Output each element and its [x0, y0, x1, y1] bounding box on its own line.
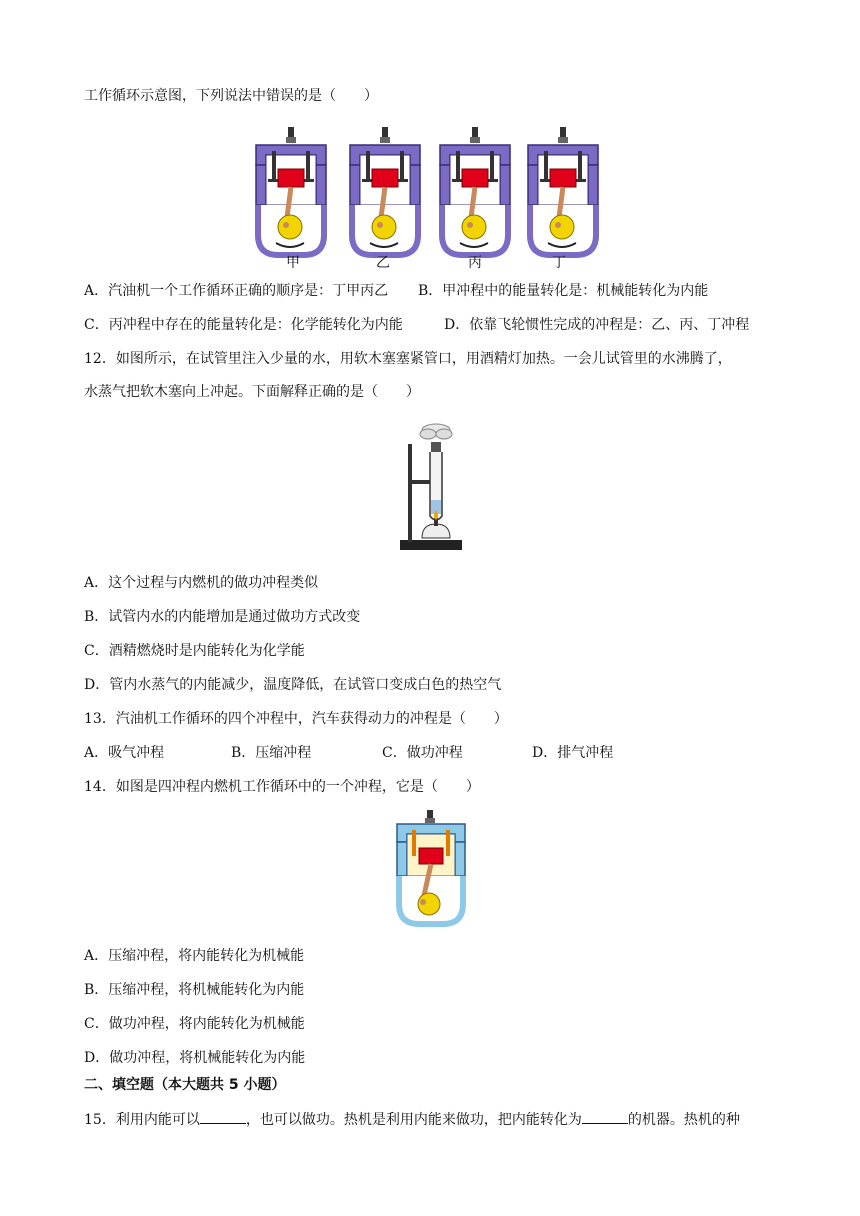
- q13-option-c: C．做功冲程: [382, 745, 463, 761]
- q12-stem-line2: 水蒸气把软木塞向上冲起。下面解释正确的是（ ）: [84, 384, 420, 400]
- test-tube-heating-figure: [398, 420, 464, 554]
- q15-stem: [84, 1109, 740, 1130]
- q12-option-a: A．这个过程与内燃机的做功冲程类似: [84, 575, 319, 591]
- q12-option-c: C．酒精燃烧时是内能转化为化学能: [84, 643, 305, 659]
- q11-option-a: A．汽油机一个工作循环正确的顺序是：丁甲丙乙: [84, 283, 389, 299]
- q11-stem: 工作循环示意图，下列说法中错误的是（ ）: [84, 88, 378, 104]
- q15-blank-2: [582, 1109, 628, 1124]
- q12-option-b: B．试管内水的内能增加是通过做功方式改变: [84, 609, 361, 625]
- q11-option-d: D．依靠飞轮惯性完成的冲程是：乙、丙、丁冲程: [444, 317, 750, 333]
- q13-option-d: D．排气冲程: [532, 745, 614, 761]
- engine-label-ding: 丁: [552, 255, 566, 271]
- section-heading-fill-in: 二、填空题（本大题共 5 小题）: [84, 1077, 286, 1093]
- q13-option-a: A．吸气冲程: [84, 745, 165, 761]
- q13-option-b: B．压缩冲程: [231, 745, 312, 761]
- q15-blank-1: [200, 1109, 246, 1124]
- q15-text-part1: 15．利用内能可以: [84, 1112, 200, 1128]
- q11-option-b: B．甲冲程中的能量转化是：机械能转化为内能: [418, 283, 709, 299]
- q15-text-part3: 的机器。热机的种: [627, 1112, 740, 1128]
- q12-stem-line1: 12．如图所示，在试管里注入少量的水，用软木塞塞紧管口，用酒精灯加热。一会儿试管里的水沸腾了，: [84, 351, 732, 367]
- q14-option-b: B．压缩冲程，将机械能转化为内能: [84, 982, 305, 998]
- q14-stem: 14．如图是四冲程内燃机工作循环中的一个冲程，它是（ ）: [84, 779, 480, 795]
- engine-label-bing: 丙: [468, 255, 482, 271]
- q12-option-d: D．管内水蒸气的内能减少，温度降低，在试管口变成白色的热空气: [84, 677, 502, 693]
- engine-label-yi: 乙: [376, 255, 390, 271]
- q14-option-a: A．压缩冲程，将内能转化为机械能: [84, 948, 305, 964]
- q14-option-c: C．做功冲程，将内能转化为机械能: [84, 1016, 305, 1032]
- q13-stem: 13．汽油机工作循环的四个冲程中，汽车获得动力的冲程是（ ）: [84, 711, 508, 727]
- engine-label-jia: 甲: [286, 255, 300, 271]
- q14-option-d: D．做功冲程，将机械能转化为内能: [84, 1050, 306, 1066]
- q11-option-c: C．丙冲程中存在的能量转化是：化学能转化为内能: [84, 317, 403, 333]
- single-engine-stroke-figure: [393, 808, 469, 928]
- q15-text-part2: ，也可以做功。热机是利用内能来做功，把内能转化为: [245, 1112, 582, 1128]
